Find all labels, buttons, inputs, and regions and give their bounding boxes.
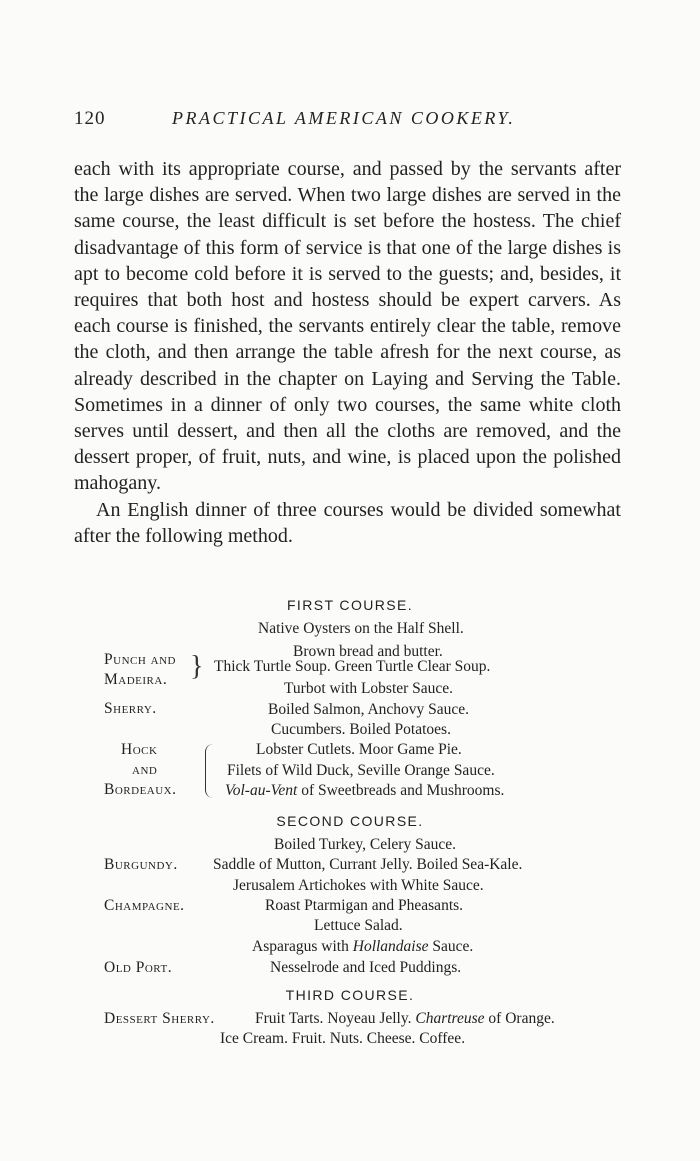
menu-line: Lobster Cutlets. Moor Game Pie. <box>256 741 462 758</box>
wine-label: Dessert Sherry. <box>104 1010 215 1027</box>
menu-line: Native Oysters on the Half Shell. <box>258 620 464 637</box>
wine-label: Punch and <box>104 651 176 668</box>
paragraph-2: An English dinner of three courses would be divided somewhat after the following method. <box>74 498 621 547</box>
menu-line: Thick Turtle Soup. Green Turtle Clear Soup. <box>214 658 491 675</box>
wine-label: Old Port. <box>104 959 173 976</box>
menu-line: Saddle of Mutton, Currant Jelly. Boiled Sea-Kale. <box>213 856 523 873</box>
menu-line <box>252 937 473 957</box>
page-number: 120 <box>74 108 106 129</box>
wine-label: Bordeaux. <box>104 781 177 798</box>
chartreuse-italic: Chartreuse <box>415 1010 485 1027</box>
menu-line: Filets of Wild Duck, Seville Orange Sauce. <box>227 762 495 779</box>
menu-line: Cucumbers. Boiled Potatoes. <box>271 721 451 738</box>
asparagus-pre: Asparagus with <box>252 938 353 955</box>
wine-label: and <box>132 761 158 778</box>
dessert-pre: Fruit Tarts. Noyeau Jelly. <box>255 1010 416 1027</box>
menu-line: Brown bread and butter. <box>293 643 443 660</box>
volauvent-italic: Vol-au-Vent <box>225 782 298 799</box>
body-text <box>74 156 621 549</box>
second-course-heading: SECOND COURSE. <box>276 813 424 829</box>
paragraph-1: each with its appropriate course, and passed by the servants after the large dishes are served. When two large dishes are served in the same course, the least difficult is set before the hostess. The chief disadvantage of this form of service is that one of the large dishes is apt to become cold before it is served to the guests; and, besides, it requires that both host and hostess should be expert carvers. As each course is finished, the servants entirely clear the table, remove the cloth, and then arrange the table afresh for the next course, as already described in the chapter on Laying and Serving the Table. Sometimes in a dinner of only two courses, the same white cloth serves until dessert, and then all the cloths are removed, and the dessert proper, of fruit, nuts, and wine, is placed upon the polished mahogany. <box>74 158 621 495</box>
first-course-heading: FIRST COURSE. <box>286 597 414 613</box>
wine-label: Hock <box>121 741 158 758</box>
menu-line: Boiled Turkey, Celery Sauce. <box>274 836 456 853</box>
menu-line: Roast Ptarmigan and Pheasants. <box>265 897 464 914</box>
hollandaise-italic: Hollandaise <box>352 938 429 955</box>
menu-line <box>225 781 504 801</box>
brace-icon <box>205 744 214 798</box>
menu-line: Ice Cream. Fruit. Nuts. Cheese. Coffee. <box>220 1030 466 1047</box>
dessert-post: of Orange. <box>484 1010 555 1027</box>
brace-icon: } <box>190 651 204 682</box>
wine-label: Burgundy. <box>104 856 178 873</box>
menu-line: Boiled Salmon, Anchovy Sauce. <box>268 701 470 718</box>
menu-line: Jerusalem Artichokes with White Sauce. <box>233 877 484 894</box>
third-course-heading: THIRD COURSE. <box>285 987 415 1003</box>
running-title: PRACTICAL AMERICAN COOKERY. <box>172 108 516 128</box>
volauvent-rest: of Sweetbreads and Mushrooms. <box>297 782 505 799</box>
wine-label: Madeira. <box>104 671 168 688</box>
wine-label: Sherry. <box>104 700 157 717</box>
menu-line: Nesselrode and Iced Puddings. <box>270 959 462 976</box>
wine-label: Champagne. <box>104 897 185 914</box>
page-header <box>74 108 634 132</box>
menu-line <box>255 1009 555 1029</box>
menu-line: Lettuce Salad. <box>314 917 403 934</box>
menu-line: Turbot with Lobster Sauce. <box>284 680 454 697</box>
asparagus-post: Sauce. <box>428 938 474 955</box>
